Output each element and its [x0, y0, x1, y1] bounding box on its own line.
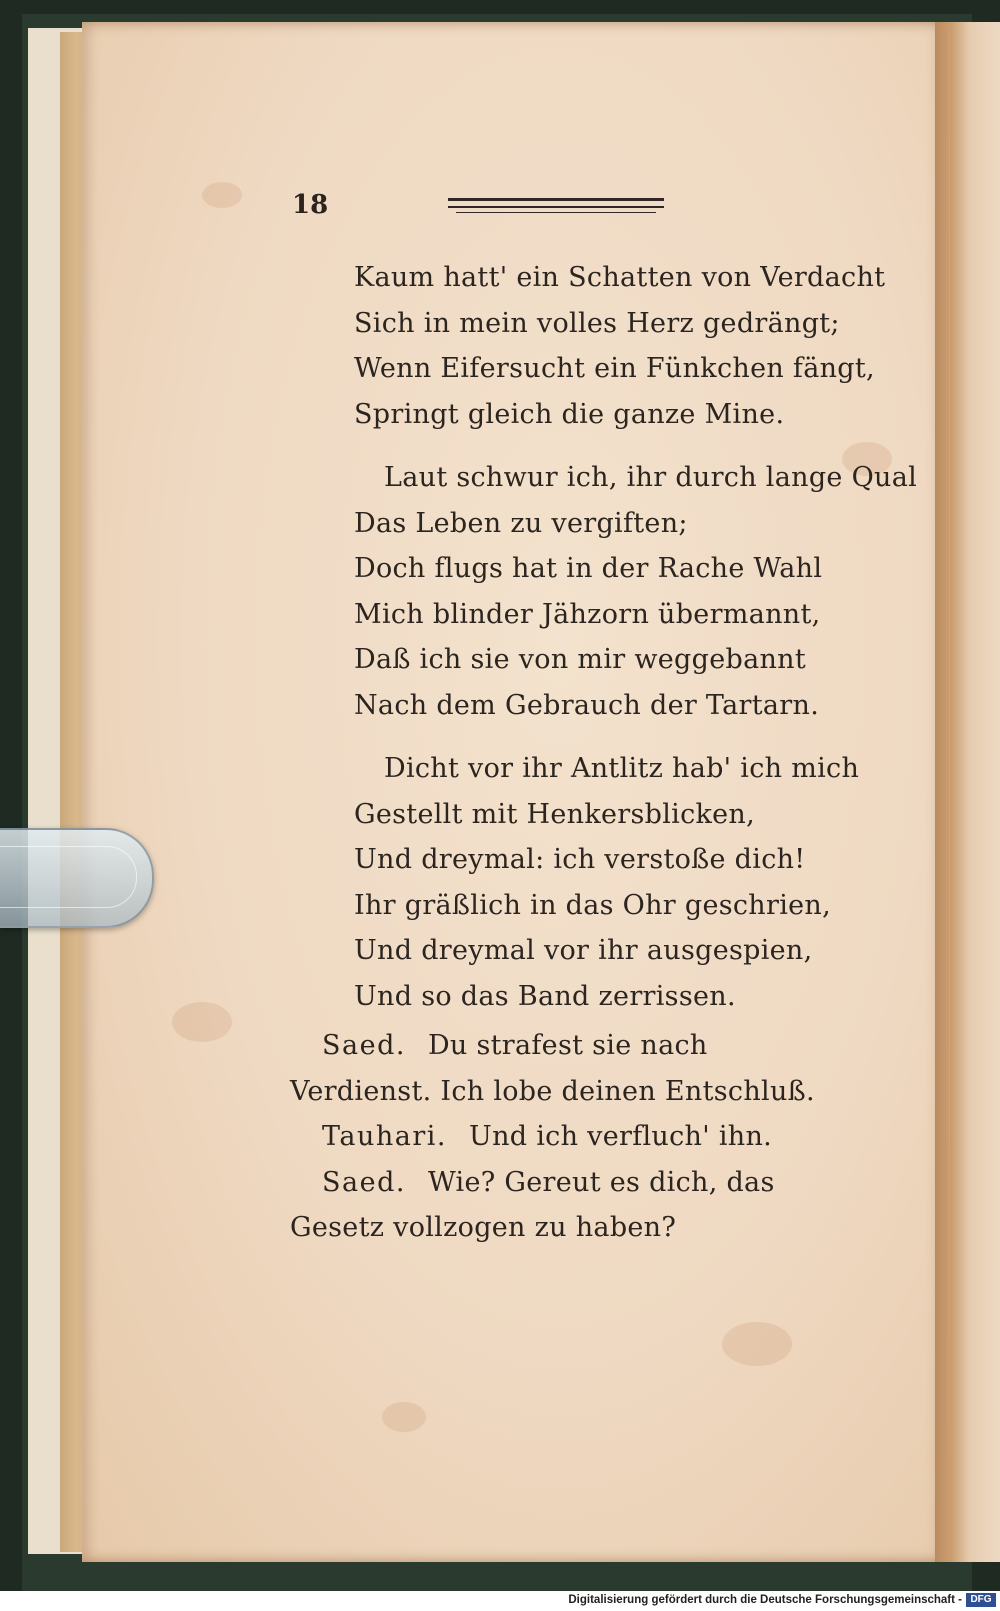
dialogue-text: Wie? Gereut es dich, das Gesetz vollzogen zu haben? — [290, 1166, 775, 1243]
verse-stanza — [354, 455, 918, 728]
dialogue-line — [290, 1160, 835, 1251]
verse-line: Wenn Eifersucht ein Fünkchen fängt, — [354, 353, 875, 384]
speaker-name: Tauhari. — [322, 1121, 448, 1152]
verse-line: Und dreymal vor ihr ausgespien, — [354, 935, 813, 966]
verse-line: Sich in mein volles Herz gedrängt; — [354, 307, 840, 339]
page-number: 18 — [292, 190, 329, 220]
dialogue — [290, 1023, 835, 1251]
speaker-name: Saed. — [322, 1030, 406, 1061]
verse-line: Und so das Band zerrissen. — [354, 980, 736, 1012]
page-holder-clip-highlight — [0, 846, 137, 908]
verse-line: Daß ich sie von mir weggebannt — [354, 644, 806, 675]
verse-line: Doch flugs hat in der Rache Wahl — [354, 553, 823, 584]
page-text — [290, 255, 918, 1251]
verse-line: Nach dem Gebrauch der Tartarn. — [354, 689, 820, 721]
header-rule — [448, 198, 664, 201]
verse-stanza — [354, 255, 886, 437]
verse-line: Mich blinder Jähzorn übermannt, — [354, 598, 821, 630]
verse-line: Laut schwur ich, ihr durch lange Qual — [384, 462, 918, 493]
dfg-logo: DFG — [966, 1593, 996, 1607]
foxing-spot — [202, 182, 242, 208]
page-fore-edge — [935, 22, 949, 1562]
foxing-spot — [172, 1002, 232, 1042]
verse-stanza — [354, 746, 860, 1019]
dialogue-text: Und ich verfluch' ihn. — [469, 1121, 773, 1152]
foxing-spot — [382, 1402, 426, 1432]
verse-line: Springt gleich die ganze Mine. — [354, 398, 785, 430]
verse-line: Ihr gräßlich in das Ohr geschrien, — [354, 889, 831, 921]
header-rule — [448, 206, 664, 208]
verse-line: Das Leben zu vergiften; — [354, 507, 688, 539]
speaker-name: Saed. — [322, 1166, 406, 1198]
header-rule — [456, 212, 656, 213]
facing-page-edge — [950, 22, 1000, 1562]
dialogue-line — [290, 1023, 835, 1114]
verse-line: Dicht vor ihr Antlitz hab' ich mich — [384, 753, 860, 784]
verse-line: Gestellt mit Henkersblicken, — [354, 798, 756, 830]
verse-line: Und dreymal: ich verstoße dich! — [354, 844, 806, 875]
foxing-spot — [722, 1322, 792, 1366]
funding-credit: Digitalisierung gefördert durch die Deutsche Forschungsgemeinschaft - — [568, 1594, 962, 1606]
verse-line: Kaum hatt' ein Schatten von Verdacht — [354, 262, 886, 293]
dialogue-text: Du strafest sie nach Verdienst. Ich lobe deinen Entschluß. — [290, 1030, 815, 1107]
dialogue-line — [290, 1114, 835, 1160]
